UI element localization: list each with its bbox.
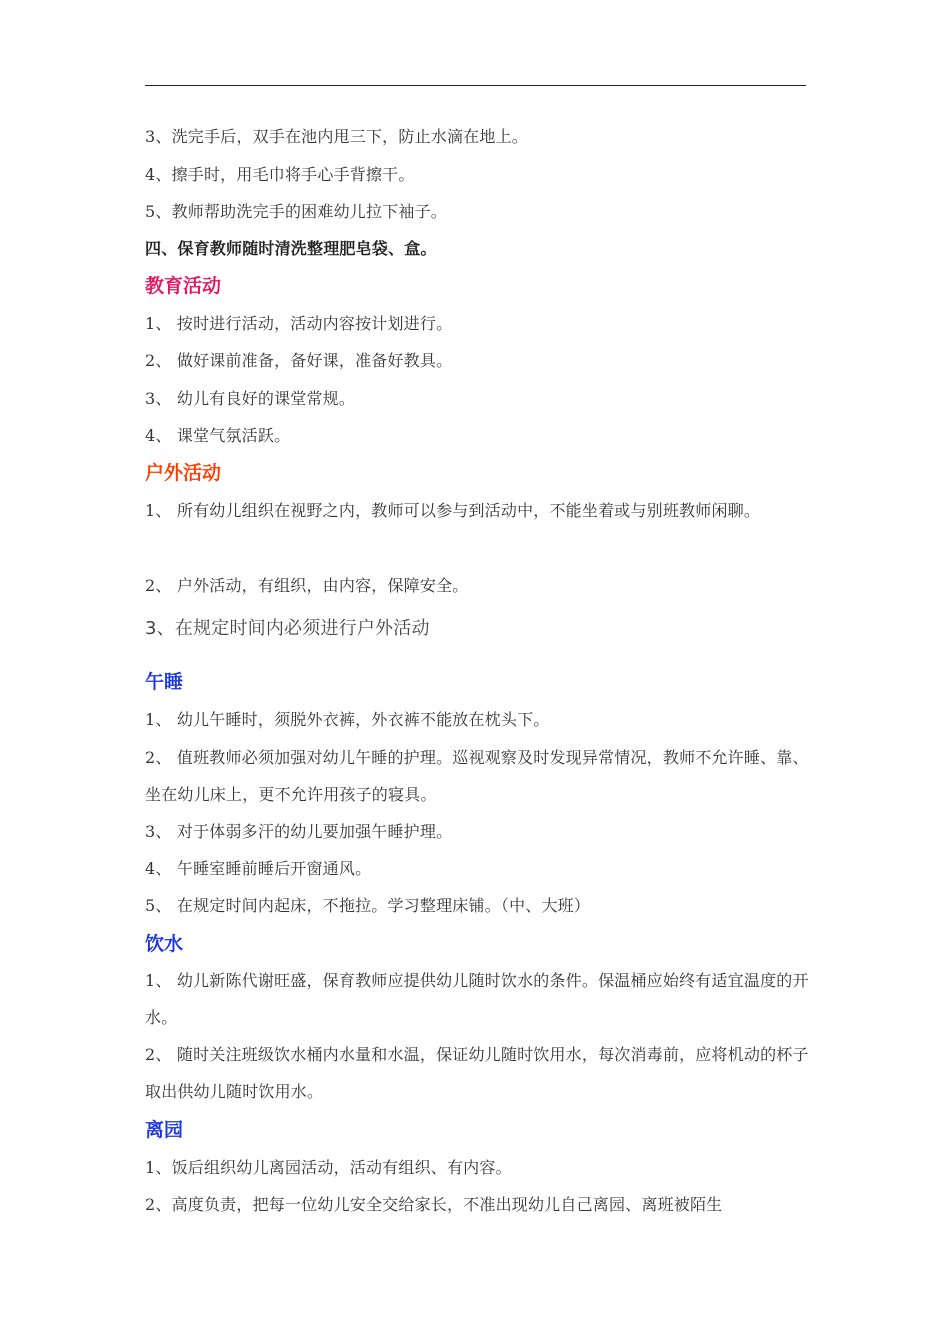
nap-item-2: 2、 值班教师必须加强对幼儿午睡的护理。巡视观察及时发现异常情况，教师不允许睡、靠、坐在幼儿床上，更不允许用孩子的寝具。 bbox=[145, 748, 809, 804]
outdoor-item-1: 1、 所有幼儿组织在视野之内，教师可以参与到活动中，不能坐着或与别班教师闲聊。 bbox=[145, 501, 761, 520]
nap-item-4: 4、 午睡室睡前睡后开窗通风。 bbox=[145, 859, 372, 878]
nap-item-1: 1、 幼儿午睡时，须脱外衣裤，外衣裤不能放在枕头下。 bbox=[145, 710, 550, 729]
section-heading-nap: 午睡 bbox=[145, 671, 184, 693]
section-heading-outdoor: 户外活动 bbox=[145, 462, 222, 484]
handwash-item-4: 4、擦手时，用毛巾将手心手背擦干。 bbox=[145, 165, 415, 184]
handwash-item-5: 5、教师帮助洗完手的困难幼儿拉下袖子。 bbox=[145, 202, 447, 221]
handwash-item-3: 3、洗完手后，双手在池内甩三下，防止水滴在地上。 bbox=[145, 127, 528, 146]
handwash-item-four: 四、保育教师随时清洗整理肥皂袋、盒。 bbox=[145, 239, 437, 258]
header-rule bbox=[145, 85, 806, 86]
education-item-2: 2、 做好课前准备，备好课，准备好教具。 bbox=[145, 351, 453, 370]
water-item-2: 2、 随时关注班级饮水桶内水量和水温，保证幼儿随时饮用水，每次消毒前，应将机动的杯子取出供幼儿随时饮用水。 bbox=[145, 1045, 809, 1101]
section-heading-leave: 离园 bbox=[145, 1119, 184, 1141]
education-item-4: 4、 课堂气氛活跃。 bbox=[145, 426, 291, 445]
nap-item-3: 3、 对于体弱多汗的幼儿要加强午睡护理。 bbox=[145, 822, 453, 841]
education-item-3: 3、 幼儿有良好的课堂常规。 bbox=[145, 389, 356, 408]
outdoor-item-3: 3、在规定时间内必须进行户外活动 bbox=[145, 618, 430, 639]
leave-item-1: 1、饭后组织幼儿离园活动，活动有组织、有内容。 bbox=[145, 1158, 512, 1177]
outdoor-item-2: 2、 户外活动，有组织，由内容，保障安全。 bbox=[145, 576, 469, 595]
leave-item-2: 2、高度负责，把每一位幼儿安全交给家长，不准出现幼儿自己离园、离班被陌生 bbox=[145, 1195, 723, 1214]
section-heading-education: 教育活动 bbox=[145, 275, 222, 297]
education-item-1: 1、 按时进行活动，活动内容按计划进行。 bbox=[145, 314, 453, 333]
nap-item-5: 5、 在规定时间内起床，不拖拉。学习整理床铺。（中、大班） bbox=[145, 896, 591, 915]
section-heading-water: 饮水 bbox=[145, 933, 184, 955]
water-item-1: 1、 幼儿新陈代谢旺盛，保育教师应提供幼儿随时饮水的条件。保温桶应始终有适宜温度的开水。 bbox=[145, 971, 809, 1027]
